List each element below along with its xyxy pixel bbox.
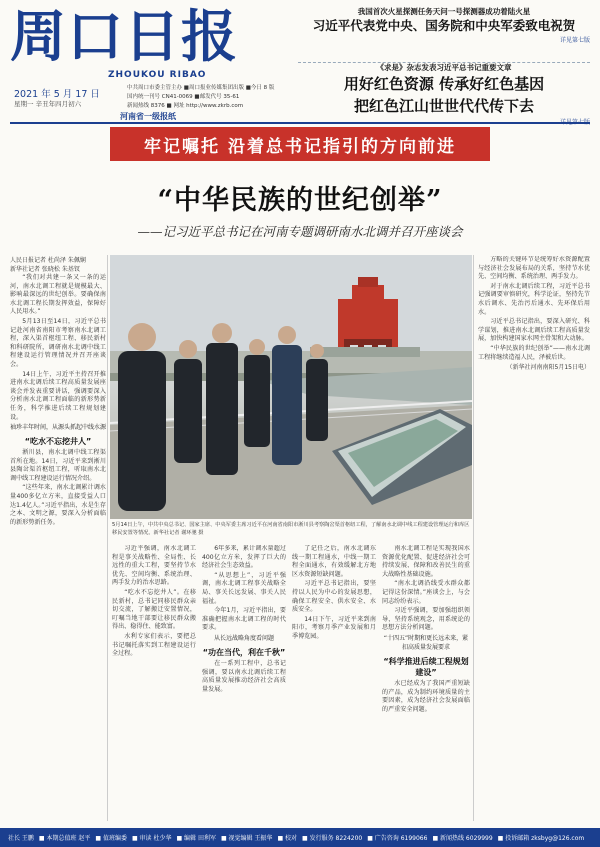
photo-caption: 5月14日上午，中共中央总书记、国家主席、中央军委主席习近平在河南省南阳市淅川县考察陶岔渠首枢纽工程，了解南水北调中线工程建设管理运行和库区移民安置等情况。新华社记者 谢环驰 摄 [112, 522, 470, 536]
news-photo[interactable] [110, 255, 472, 519]
paragraph: “吃水不忘挖井人”。在移民新村，总书记同移民群众亲切交流，了解搬迁安置情况，叮嘱当地干部要让移民群众搬得出、稳得住、能致富。 [112, 588, 196, 631]
column-text [10, 449, 106, 527]
column-text [382, 545, 470, 633]
paragraph: 习近平总书记指出，要坚持以人民为中心的发展思想，确保工程安全、供水安全、水质安全。 [292, 580, 376, 614]
headline-kicker: 我国首次火星探测任务天问一号探测器成功着陆火星 [357, 7, 531, 16]
masthead-rule [10, 122, 590, 124]
footer-item: ■ 视觉编辑 王振华 [220, 835, 273, 842]
info-row: 新闻热线 8376 ■ 网址 http://www.zkrb.com [127, 103, 244, 109]
subsection-heading: “吃水不忘挖井人” [24, 437, 92, 447]
paragraph: 习近平强调，南水北调工程是事关战略性、全局性、长远性的重大工程，要坚持节水优先、空间均衡、系统治理、两手发力的治水思路。 [112, 545, 196, 587]
paragraph: 5月13日至14日，习近平总书记赴河南省南阳市考察南水北调工程，深入渠首枢纽工程、移民新村和科研院所，调研南水北调中线工程建设运行管理情况并召开座谈会。 [10, 317, 106, 368]
section-banner: 牢记嘱托 沿着总书记指引的方向前进 [110, 127, 490, 161]
subsection-kicker: 从长远战略角度看问题 [213, 634, 274, 642]
paragraph: 习近平总书记指出，要深入研究、科学谋划，推进南水北调后续工程高质量发展，加快构建国家水网主骨架和大动脉。 [478, 318, 590, 343]
headline-title: 习近平代表党中央、国务院和中央军委致电祝贺 [312, 18, 576, 33]
column-text [112, 545, 196, 659]
article-column-3 [202, 545, 286, 822]
subsection-kicker: 袖珍丰年时间，从源头抓起中线水源 [10, 424, 106, 432]
article-column-4 [292, 545, 376, 822]
column-text [202, 545, 286, 633]
article-column-6 [478, 256, 590, 822]
top-headline-box[interactable] [298, 6, 590, 64]
column-text [478, 256, 590, 362]
column-rule [107, 255, 108, 821]
footer-item: ■ 广告咨询 6199066 [367, 835, 428, 842]
paragraph: “我们对共建一条又一条的运河，南水北调工程就是规模最大、影响最深远的世纪创举。要确保南水北调工程长期发挥效益，保障好人民用水。” [10, 274, 106, 316]
paragraph: 对于南水北调后续工程，习近平总书记强调要审慎研究，科学论证，坚持先节水后调水、先治污后通水、先环保后用水。 [478, 282, 590, 316]
main-subheadline: ——记习近平总书记在河南专题调研南水北调并召开座谈会 [137, 224, 463, 239]
logo-pinyin: ZHOUKOU RIBAO [108, 70, 207, 80]
paragraph: 南水北调工程是实现我国水资源优化配置、促进经济社会可持续发展、保障和改善民生的重大战略性基础设施。 [382, 545, 470, 578]
paragraph: 了记任之后，南水北调东线一期工程通水，中线一期工程全面通水，有效缓解北方地区水资源短缺问题。 [292, 545, 376, 578]
footer-item: ■ 编辑 田利军 [176, 835, 216, 842]
paragraph: 淅川县，南水北调中线工程渠首所在地。14日，习近平来到淅川县陶岔渠首枢纽工程，听取南水北调中线工程建设运行情况介绍。 [10, 449, 106, 482]
newspaper-rank: 河南省一级报纸 [120, 112, 176, 121]
masthead [0, 0, 600, 122]
dateline-note: （新华社河南南阳5月15日电） [506, 364, 590, 372]
photo-scene [110, 255, 472, 519]
headline-title-line-1: 用好红色资源 传承好红色基因 [343, 75, 545, 93]
footer-item: ■ 新闻热线 6029999 [432, 835, 493, 842]
info-row: 中共周口市委主管主办 ■周口报业传媒集团出版 ■今日 8 版 [127, 85, 275, 91]
issue-date: 2021 年 5 月 17 日 [14, 89, 100, 100]
column-text [382, 680, 470, 714]
second-headline-box[interactable] [298, 62, 590, 118]
footer-item: ■ 审读 杜少华 [131, 835, 172, 842]
paragraph: 14日下午，习近平来到南阳市，考察月季产业发展和月季博览园。 [292, 615, 376, 640]
paragraph: 6年多来，累计调水量超过400亿立方米，发挥了巨大的经济社会生态效益。 [202, 545, 286, 570]
newspaper-logo: 周口日报 [10, 4, 238, 70]
paragraph: 习近平强调，要加强组织领导，坚持系统观念，用系统论的思想方法分析问题。 [382, 607, 470, 632]
footer-item: ■ 发行服务 8224200 [302, 835, 363, 842]
subsection-kicker: “十四五”时期和更长远未来，紧扣高质量发展要求 [383, 634, 469, 651]
paragraph: 水已经成为了我国严重短缺的产品，成为制约环境质量的主要因素，成为经济社会发展面临的严重安全问题。 [382, 679, 470, 713]
headline-title-line-2: 把红色江山世世代代传下去 [353, 97, 534, 115]
subsection-heading: “科学推进后续工程规划建设” [383, 656, 469, 677]
paragraph: “从思想上”，习近平强调，南水北调工程事关战略全局、事关长远发展、事关人民福祉。 [202, 571, 286, 605]
lunar-date: 星期一 辛丑年四月初六 [14, 100, 82, 108]
column-text [292, 545, 376, 642]
paragraph: “南水北调沿线受水群众都记得这份深情。”座谈会上，与会同志纷纷表示。 [382, 580, 470, 605]
subsection-heading: “功在当代，利在千秋” [202, 647, 286, 657]
article-column-1 [10, 256, 106, 822]
paragraph: 今年1月，习近平指出，要准确把握南水北调工程的时代要求。 [202, 607, 286, 632]
article-column-2 [112, 545, 196, 822]
footer-item: ■ 值班编委 [95, 835, 127, 842]
paragraph: 14日上午，习近平主持召开推进南水北调后续工程高质量发展座谈会并发表重要讲话，强调要深入分析南水北调工程面临的新形势新任务，科学推进后续工程规划建设。 [10, 370, 106, 421]
info-row: 国内统一刊号 CN41-0069 ■邮发代号 35-61 [127, 94, 240, 100]
paragraph: 方略的关键环节是统筹好水资源配置与经济社会发展布局的关系，坚持节水优先、空间均衡、系统治理、两手发力。 [478, 256, 590, 281]
page-footer [0, 828, 600, 847]
paragraph: 水利专家们表示，要把总书记嘱托落实到工程建设运行全过程。 [112, 632, 196, 658]
main-headline[interactable]: “中华民族的世纪创举” [157, 185, 443, 216]
column-rule [473, 255, 474, 821]
paragraph: 在一系列工程中，总书记强调，要以南水北调后续工程高质量发展推动经济社会高质量发展。 [202, 659, 286, 693]
footer-item: ■ 本期总值班 赵平 [38, 835, 91, 842]
footer-item: ■ 校对 [277, 835, 298, 842]
column-text [10, 274, 106, 422]
article-byline: 人民日报记者 杜尚泽 朱佩娴 新华社记者 张晓松 朱基钗 [10, 257, 86, 273]
column-text [202, 660, 286, 694]
headline-kicker: 《求是》杂志发表习近平总书记重要文章 [376, 63, 512, 72]
footer-item: 社长 王鹏 [8, 835, 34, 842]
see-page-link[interactable]: 详见第七版 [559, 37, 590, 44]
publication-info [127, 84, 300, 111]
paragraph: “中华民族的世纪创举”——南水北调工程将继续造福人民，泽被后世。 [478, 344, 590, 361]
paragraph: “这些年来，南水北调累计调水量400多亿立方米，直接受益人口达1.4亿人。”习近平指出，水是生存之本、文明之源，要深入分析面临的新形势新任务。 [10, 484, 106, 526]
article-column-5 [382, 545, 470, 822]
footer-item: ■ 投诉邮箱 zksbyg@126.com [497, 835, 585, 842]
